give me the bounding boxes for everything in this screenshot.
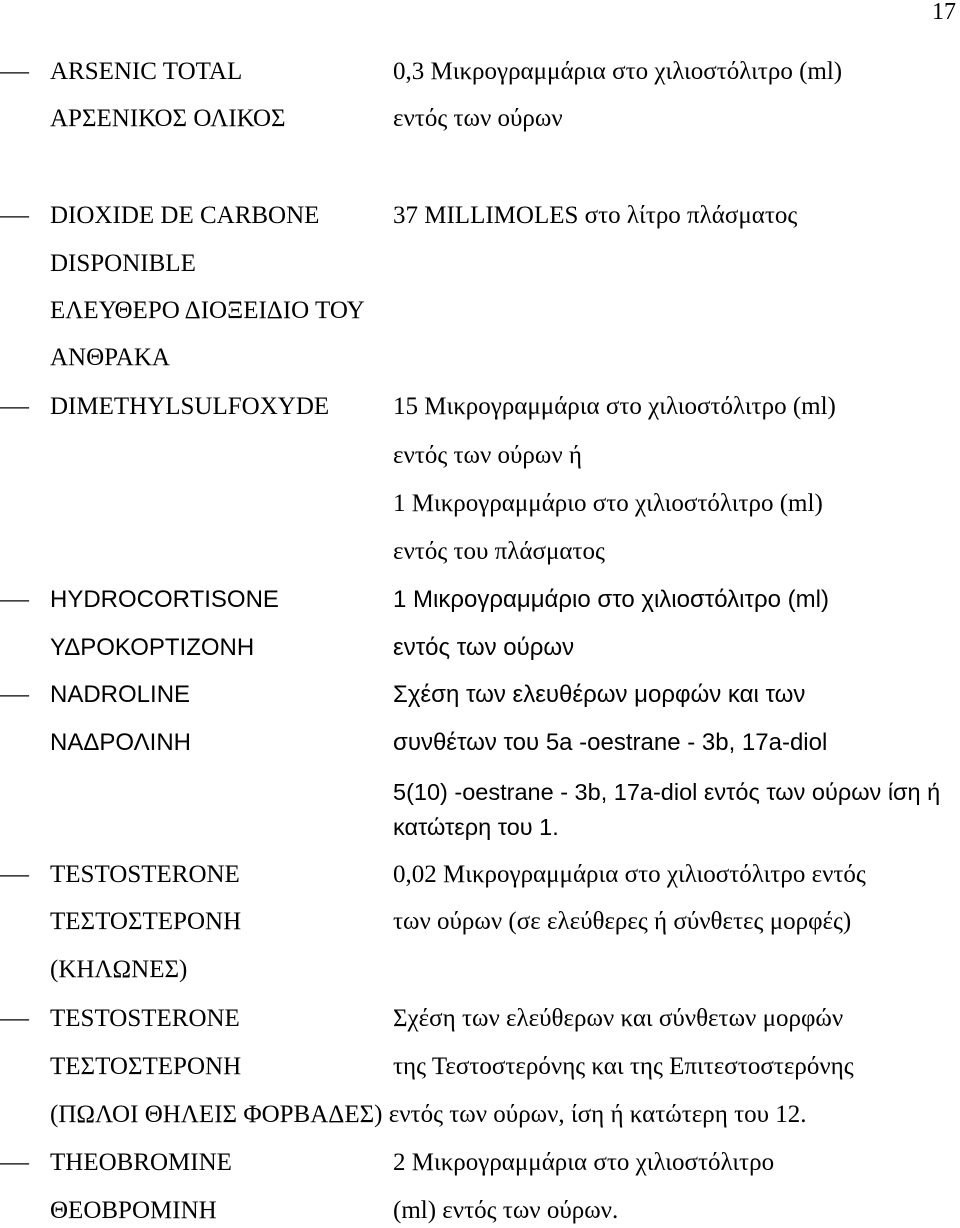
substance-name: THEOBROMINE bbox=[50, 1149, 232, 1176]
threshold-text: κατώτερη του 1. bbox=[393, 814, 559, 840]
list-dash: – bbox=[0, 586, 29, 613]
threshold-text: (ml) εντός των ούρων. bbox=[393, 1197, 619, 1224]
list-dash: – bbox=[0, 681, 29, 708]
threshold-text: 2 Μικρογραμμάρια στο χιλιοστόλιτρο bbox=[393, 1149, 775, 1176]
substance-name: TESTOSTERONE bbox=[50, 1005, 240, 1032]
threshold-text: εντός των ούρων bbox=[393, 105, 563, 132]
substance-name-greek: ΤΕΣΤΟΣΤΕΡΟΝΗ bbox=[50, 1053, 242, 1080]
list-dash: – bbox=[0, 1005, 29, 1032]
list-dash: – bbox=[0, 393, 29, 420]
threshold-text: 0,3 Μικρογραμμάρια στο χιλιοστόλιτρο (ml) bbox=[393, 58, 843, 85]
continuation-text: (ΠΩΛΟΙ ΘΗΛΕΙΣ ΦΟΡΒΑΔΕΣ) εντός των ούρων, ίση ή κατώτερη του 12. bbox=[50, 1101, 807, 1128]
substance-name-greek: ΘΕΟΒΡΟΜΙΝΗ bbox=[50, 1197, 217, 1224]
substance-qualifier: (ΚΗΛΩΝΕΣ) bbox=[50, 956, 188, 983]
page-number: 17 bbox=[932, 0, 956, 25]
threshold-text: 1 Μικρογραμμάριο στο χιλιοστόλιτρο (ml) bbox=[393, 490, 823, 517]
list-dash: – bbox=[0, 861, 29, 888]
threshold-text: εντός των ούρων bbox=[393, 634, 575, 661]
substance-name: DIOXIDE DE CARBONE bbox=[50, 202, 320, 229]
substance-name: DIMETHYLSULFOXYDE bbox=[50, 393, 330, 420]
threshold-text: των ούρων (σε ελεύθερες ή σύνθετες μορφές) bbox=[393, 908, 852, 935]
substance-name-greek: ΕΛΕΥΘΕΡΟ ΔΙΟΞΕΙΔΙΟ ΤΟΥ bbox=[50, 297, 365, 324]
substance-name-greek: ΑΝΘΡΑΚΑ bbox=[50, 344, 170, 371]
threshold-text: 0,02 Μικρογραμμάρια στο χιλιοστόλιτρο εντός bbox=[393, 861, 866, 888]
list-dash: – bbox=[0, 58, 29, 85]
threshold-text: 1 Μικρογραμμάριο στο χιλιοστόλιτρο (ml) bbox=[393, 586, 829, 613]
substance-name-greek: ΑΡΣΕΝΙΚΟΣ ΟΛΙΚΟΣ bbox=[50, 105, 286, 132]
threshold-text: 5(10) -oestrane - 3b, 17a-diol εντός των ούρων ίση ή bbox=[393, 779, 941, 805]
threshold-text: Σχέση των ελευθέρων μορφών και των bbox=[393, 681, 806, 708]
list-dash: – bbox=[0, 1149, 29, 1176]
substance-name-greek: ΤΕΣΤΟΣΤΕΡΟΝΗ bbox=[50, 908, 242, 935]
threshold-text: εντός των ούρων ή bbox=[393, 442, 582, 469]
substance-name: ARSENIC TOTAL bbox=[50, 58, 243, 85]
threshold-text: Σχέση των ελεύθερων και σύνθετων μορφών bbox=[393, 1005, 844, 1032]
threshold-text: 37 MILLIMOLES στο λίτρο πλάσματος bbox=[393, 202, 798, 229]
threshold-text: συνθέτων του 5a -oestrane - 3b, 17a-diol bbox=[393, 729, 828, 756]
substance-name-greek: ΥΔΡΟΚΟΡΤΙΖΟΝΗ bbox=[50, 634, 255, 661]
threshold-text: 15 Μικρογραμμάρια στο χιλιοστόλιτρο (ml) bbox=[393, 393, 836, 420]
threshold-text: της Τεστοστερόνης και της Επιτεστοστερόνης bbox=[393, 1053, 854, 1080]
substance-name: TESTOSTERONE bbox=[50, 861, 240, 888]
substance-name: DISPONIBLE bbox=[50, 250, 196, 277]
substance-name: NADROLINE bbox=[50, 681, 191, 708]
substance-name: HYDROCORTISONE bbox=[50, 586, 279, 613]
substance-name-greek: ΝΑΔΡΟΛΙΝΗ bbox=[50, 729, 191, 756]
list-dash: – bbox=[0, 202, 29, 229]
threshold-text: εντός του πλάσματος bbox=[393, 538, 605, 565]
